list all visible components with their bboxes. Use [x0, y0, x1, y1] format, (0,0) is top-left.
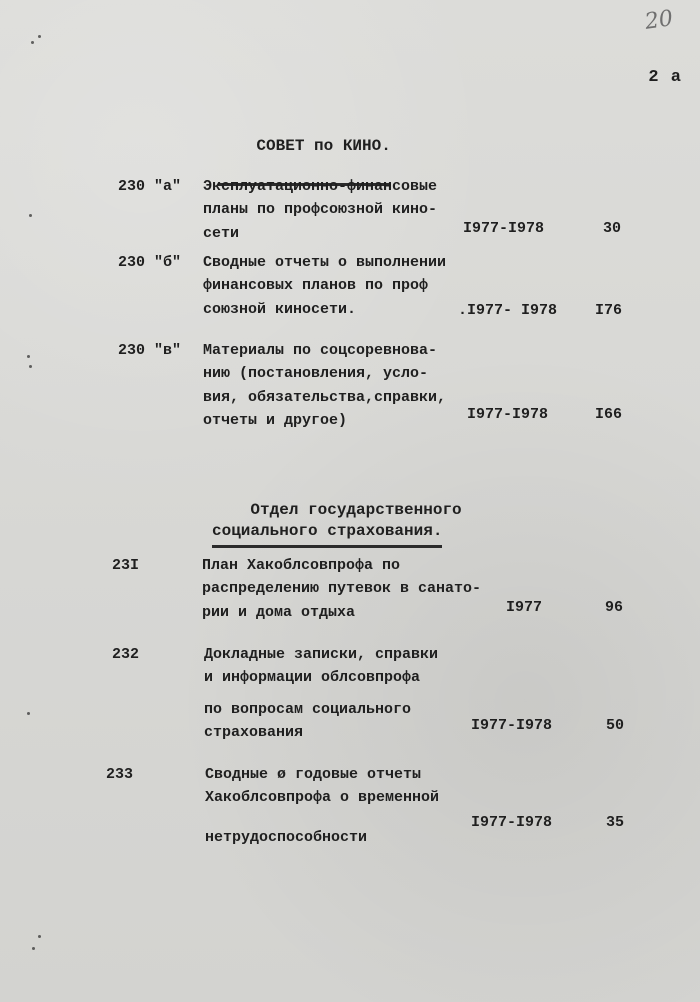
item-description	[205, 763, 485, 849]
item-number: 230 "б"	[118, 254, 182, 271]
description-line: отчеты и другое)	[203, 411, 348, 429]
list-item	[118, 175, 638, 245]
description-line: страхования	[204, 723, 304, 741]
item-count: 35	[606, 814, 625, 831]
description-line: Эксплуатационно-финансовые	[203, 178, 438, 195]
item-count: 30	[603, 220, 622, 237]
item-description	[202, 554, 502, 624]
item-number: 233	[106, 766, 134, 783]
speck-mark	[27, 712, 30, 715]
item-description	[203, 175, 463, 245]
list-item	[118, 339, 638, 435]
item-years: I977-I978	[467, 406, 549, 423]
item-description	[203, 251, 463, 321]
item-number: 23I	[112, 557, 140, 574]
description-line: финансовых планов по проф	[203, 277, 429, 295]
item-description	[204, 643, 484, 744]
description-line: распределению путевок в санато-	[202, 580, 482, 598]
speck-mark	[31, 41, 34, 44]
description-line: Сводные отчеты о выполнении	[203, 254, 447, 271]
description-line: Сводные ø годовые отчеты	[205, 766, 422, 783]
description-line: Докладные записки, справки	[204, 646, 439, 663]
speck-mark	[38, 935, 41, 938]
description-line: планы по профсоюзной кино-	[203, 201, 438, 219]
section-title-line: социального страхования.	[212, 521, 442, 548]
item-years: .I977- I978	[458, 302, 558, 319]
handwritten-page-number: 20	[643, 6, 675, 35]
item-number: 232	[112, 646, 140, 663]
item-count: I76	[595, 302, 623, 319]
speck-mark	[32, 947, 35, 950]
item-years: I977-I978	[463, 220, 545, 237]
description-line: и информации облсовпрофа	[204, 669, 421, 687]
item-number: 230 "в"	[118, 342, 182, 359]
description-line: по вопросам социального	[204, 700, 412, 718]
item-years: I977-I978	[471, 814, 553, 831]
description-line: рии и дома отдыха	[202, 603, 356, 621]
list-item	[112, 554, 642, 624]
item-count: 96	[605, 599, 624, 616]
description-line: Хакоблсовпрофа о временной	[205, 789, 440, 807]
item-count: I66	[595, 406, 623, 423]
section-title-line: Отдел государственного	[250, 500, 462, 519]
item-years: I977-I978	[471, 717, 553, 734]
page-number: 2 а	[648, 68, 682, 87]
list-item	[112, 643, 642, 743]
description-line: нетрудоспособности	[205, 828, 368, 846]
speck-mark	[27, 355, 30, 358]
description-line: вия, обязательства,справки,	[203, 388, 447, 406]
description-line: сети	[203, 224, 240, 242]
speck-mark	[38, 35, 41, 38]
item-count: 50	[606, 717, 625, 734]
description-line: План Хакоблсовпрофа по	[202, 557, 401, 574]
speck-mark	[29, 365, 32, 368]
item-description	[203, 339, 463, 432]
item-number: 230 "а"	[118, 178, 182, 195]
description-line: Материалы по соцсоревнова-	[203, 342, 438, 359]
speck-mark	[29, 214, 32, 217]
section-title-line: СОВЕТ по КИНО.	[256, 136, 391, 155]
item-years: I977	[506, 599, 543, 616]
list-item	[118, 251, 638, 323]
list-item	[106, 763, 642, 846]
description-line: союзной киносети.	[203, 300, 357, 318]
description-line: нию (постановления, усло-	[203, 365, 429, 383]
